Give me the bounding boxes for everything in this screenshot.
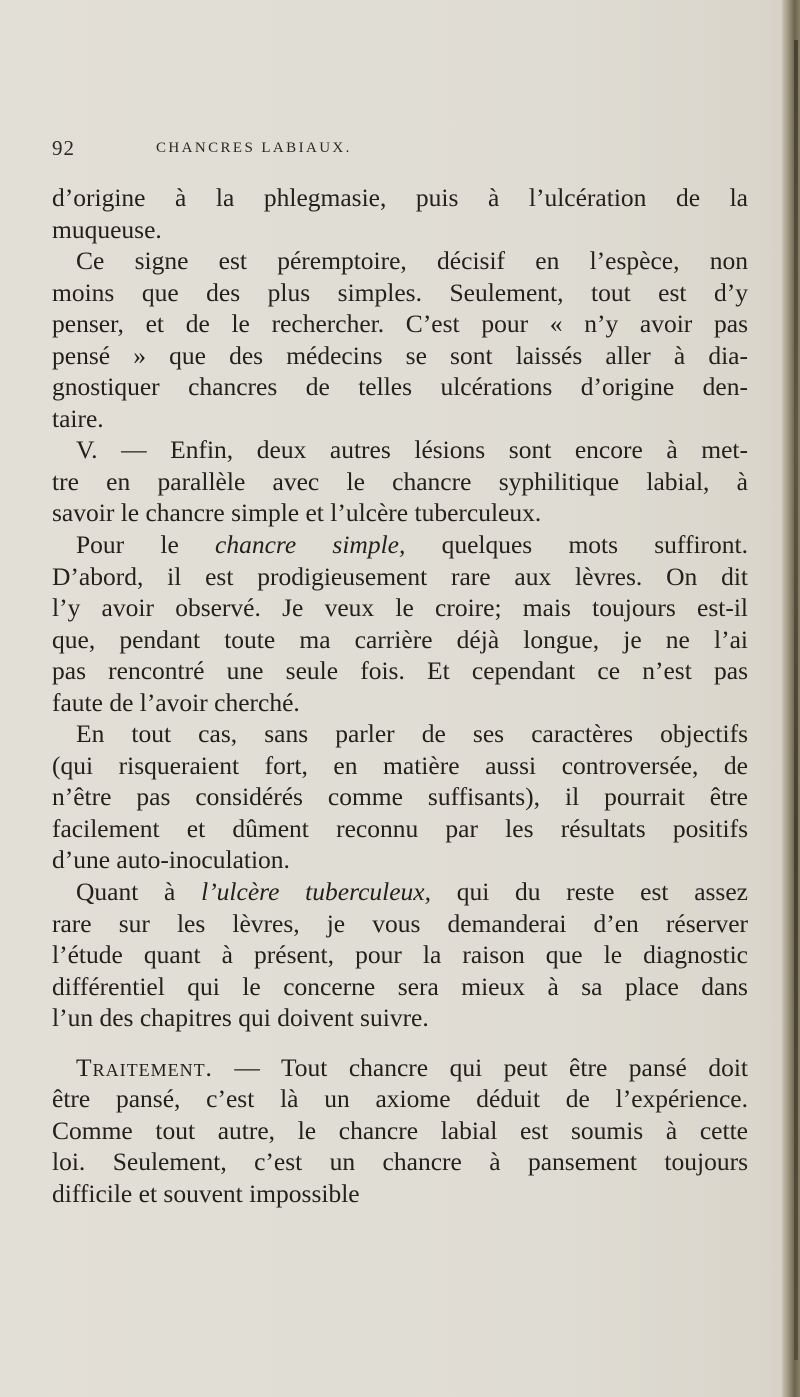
text-line: V. — Enfin, deux autres lésions sont encore à met- [76,435,748,465]
text-line [52,529,748,561]
text-line: pas rencontré une seule fois. Et cependant ce n’est pas [52,656,748,686]
running-head: CHANCRES LABIAUX. [156,140,352,156]
book-spine [794,40,798,1360]
text-line: pensé » que des médecins se sont laissés aller à dia- [52,340,748,370]
text-run: quelques mots suffiront. [405,530,748,560]
text-line: n’être pas considérés comme suffisants), il pourrait être [52,782,748,812]
page-edge-shadow [782,0,800,1397]
text-line: moins que des plus simples. Seulement, tout est d’y [52,277,748,307]
text-line: D’abord, il est prodigieusement rare aux lèvres. On dit [52,561,748,591]
text-line: différentiel qui le concerne sera mieux à sa place dans [52,971,748,1001]
text-line: muqueuse. [52,214,162,244]
text-line: faute de l’avoir cherché. [52,687,300,717]
text-line: rare sur les lèvres, je vous demanderai d’en réserver [52,908,748,938]
text-line: difficile et souvent impossible [52,1178,360,1208]
text-line: l’un des chapitres qui doivent suivre. [52,1003,429,1033]
text-run: Quant à [76,877,202,907]
text-line: (qui risqueraient fort, en matière aussi controversée, de [52,750,748,780]
text-line: d’origine à la phlegmasie, puis à l’ulcération de la [52,183,748,212]
text-line: Comme tout autre, le chancre labial est soumis à cette [52,1115,748,1145]
paragraph [52,182,748,245]
text-run: Pour le [76,530,216,560]
text-line [52,876,748,908]
text-line: être pansé, c’est là un axiome déduit de l’expérience. [52,1084,748,1114]
paragraph [52,1052,748,1210]
italic-term: chancre simple, [215,530,406,560]
text-line: tre en parallèle avec le chancre syphilitique labial, à [52,466,748,496]
paragraph [52,718,748,876]
text-line: gnostiquer chancres de telles ulcérations d’origine den- [52,372,748,402]
text-line: Ce signe est péremptoire, décisif en l’espèce, non [76,246,748,276]
text-line [52,1052,748,1084]
body-text [52,182,748,1210]
page-number: 92 [52,136,75,160]
text-line: facilement et dûment reconnu par les résultats positifs [52,813,748,843]
section-heading: Traitement. [76,1052,213,1082]
paragraph [52,434,748,529]
section-gap [52,1034,748,1052]
text-run: — Tout chancre qui peut être pansé doit [212,1052,748,1082]
text-run: qui du reste est assez [430,877,748,907]
paragraph [52,245,748,434]
text-line: penser, et de le rechercher. C’est pour « n’y avoir pas [52,309,748,339]
text-line: d’une auto-inoculation. [52,845,290,875]
text-line: En tout cas, sans parler de ses caractères objectifs [76,719,748,749]
text-line: l’y avoir observé. Je veux le croire; mais toujours est-il [52,593,748,623]
page-header [0,130,800,160]
text-line: l’étude quant à présent, pour la raison que le diagnostic [52,940,748,970]
paragraph [52,529,748,718]
text-line: savoir le chancre simple et l’ulcère tuberculeux. [52,498,542,528]
italic-term: l’ulcère tuberculeux, [201,877,431,907]
text-line: taire. [52,403,104,433]
text-line: loi. Seulement, c’est un chancre à pansement toujours [52,1147,748,1177]
paragraph [52,876,748,1034]
text-line: que, pendant toute ma carrière déjà longue, je ne l’ai [52,624,748,654]
